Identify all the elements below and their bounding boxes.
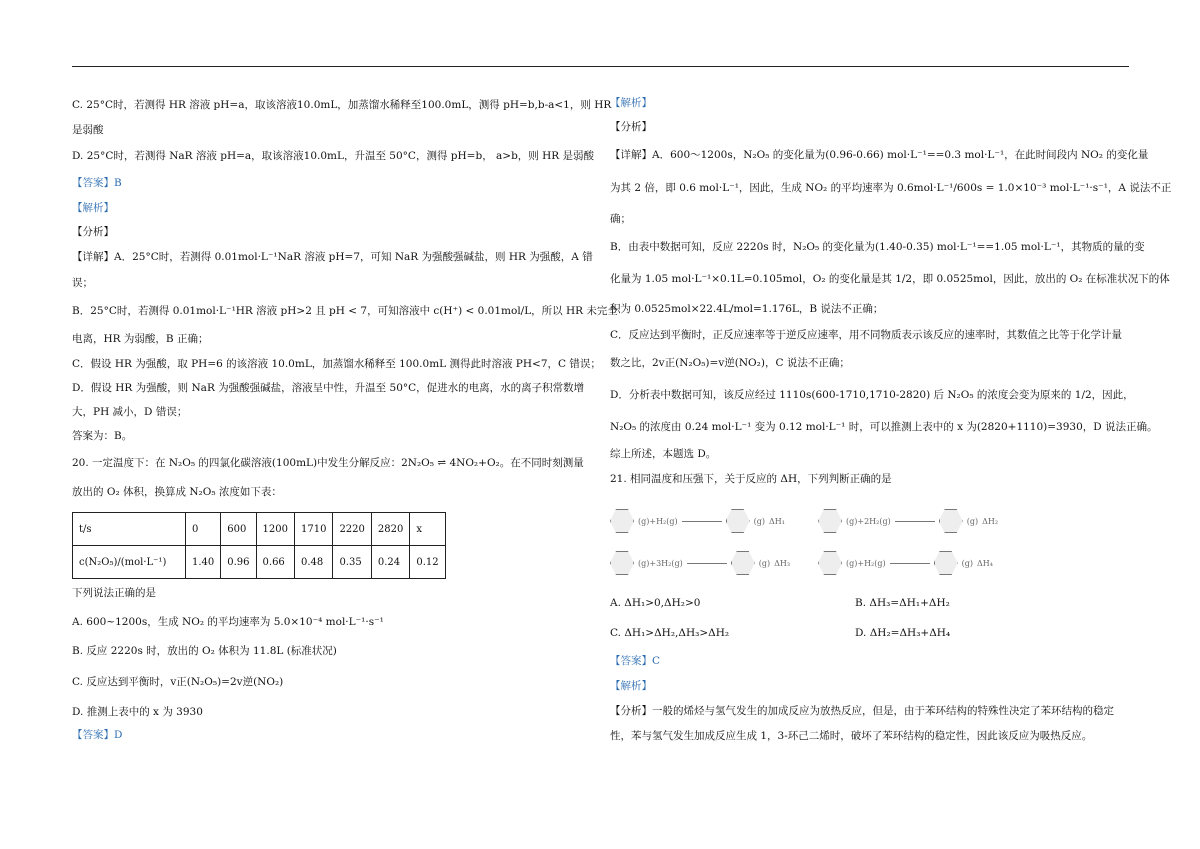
table-cell: 0.12 <box>410 546 445 579</box>
fenxi-label: 【分析】 <box>610 121 652 133</box>
question-20-prompt: 下列说法正确的是 <box>72 587 156 599</box>
detail-line: 为其 2 倍，即 0.6 mol·L⁻¹，因此，生成 NO₂ 的平均速率为 0.6mol·L⁻¹/600s = 1.0×10⁻³ mol·L⁻¹·s⁻¹，A 说法不正 <box>610 182 1172 194</box>
ring-icon <box>731 551 755 575</box>
reaction-lhs: (g)+H₂(g) <box>638 516 678 526</box>
analysis-line: 【分析】一般的烯烃与氢气发生的加成反应为放热反应，但是，由于苯环结构的特殊性决定了苯环结构的稳定 <box>610 705 1114 717</box>
table-cell: 1710 <box>294 513 332 546</box>
table-cell: 2220 <box>333 513 371 546</box>
question-21-options <box>610 588 1130 648</box>
reaction-lhs: (g)+3H₂(g) <box>638 558 683 568</box>
option-c-text: C. 25°C时，若测得 HR 溶液 pH=a，取该溶液10.0mL，加蒸馏水稀释至100.0mL，测得 pH=b,b-a<1，则 HR <box>72 99 612 111</box>
detail-line: 综上所述，本题选 D。 <box>610 448 717 460</box>
left-column <box>72 92 618 745</box>
detail-line: 误； <box>72 277 93 289</box>
table-cell: 0.66 <box>256 546 294 579</box>
arrow-icon <box>682 521 722 522</box>
table-row-label: c(N₂O₅)/(mol·L⁻¹) <box>73 546 186 579</box>
table-row <box>73 546 446 579</box>
option-d: D. 推测上表中的 x 为 3930 <box>72 706 203 718</box>
detail-line: 【详解】A．600～1200s，N₂O₅ 的变化量为(0.96-0.66) mol·L⁻¹==0.3 mol·L⁻¹，在此时间段内 NO₂ 的变化量 <box>610 149 1149 161</box>
question-21: 21. 相同温度和压强下，关于反应的 ΔH，下列判断正确的是 <box>610 473 892 485</box>
detail-line: D．分析表中数据可知，该反应经过 1110s(600-1710,1710-2820) 后 N₂O₅ 的浓度会变为原来的 1/2，因此， <box>610 389 1134 401</box>
arrow-icon <box>687 563 727 564</box>
detail-line: 化量为 1.05 mol·L⁻¹×0.1L=0.105mol，O₂ 的变化量是其 1/2，即 0.0525mol，因此，放出的 O₂ 在标准状况下的体 <box>610 273 1170 285</box>
reaction-lhs: (g)+H₂(g) <box>846 558 886 568</box>
benzene-ring-icon <box>610 551 634 575</box>
table-header-label: t/s <box>73 513 186 546</box>
option-c-text-cont: 是弱酸 <box>72 124 104 136</box>
question-20: 20. 一定温度下：在 N₂O₅ 的四氯化碳溶液(100mL)中发生分解反应：2N₂O₅ ⇌ 4NO₂+O₂。在不同时刻测量 <box>72 457 584 469</box>
header-rule <box>72 66 1129 67</box>
analysis-label: 【解析】 <box>72 202 114 214</box>
detail-line: B．由表中数据可知，反应 2220s 时，N₂O₅ 的变化量为(1.40-0.35) mol·L⁻¹==1.05 mol·L⁻¹，其物质的量的变 <box>610 241 1145 253</box>
reaction-dh: ΔH₄ <box>977 558 993 568</box>
reaction-1 <box>610 500 815 542</box>
answer-label: 【答案】B <box>72 177 122 189</box>
table-cell: 0.24 <box>371 546 409 579</box>
option-d-text: D. 25°C时，若测得 NaR 溶液 pH=a，取该溶液10.0mL，升温至 50°C，测得 pH=b， a>b，则 HR 是弱酸 <box>72 150 595 162</box>
detail-line: 积为 0.0525mol×22.4L/mol=1.176L，B 说法不正确； <box>610 303 884 315</box>
question-20-cont: 放出的 O₂ 体积，换算成 N₂O₅ 浓度如下表： <box>72 486 282 498</box>
option-c: C. ΔH₁>ΔH₂,ΔH₃>ΔH₂ <box>610 627 730 639</box>
table-cell: 0 <box>186 513 221 546</box>
arrow-icon <box>890 563 930 564</box>
benzene-ring-icon <box>818 551 842 575</box>
reaction-2 <box>818 500 1023 542</box>
option-b: B. ΔH₃=ΔH₁+ΔH₂ <box>855 597 950 609</box>
reaction-dh: ΔH₂ <box>982 516 999 526</box>
table-cell: 1.40 <box>186 546 221 579</box>
table-cell: 0.48 <box>294 546 332 579</box>
benzene-ring-icon <box>610 509 634 533</box>
detail-line: D．假设 HR 为强酸，则 NaR 为强酸强碱盐，溶液呈中性，升温至 50°C，促进水的电离，水的离子积常数增 <box>72 382 585 394</box>
table-row <box>73 513 446 546</box>
analysis-label: 【解析】 <box>610 680 652 692</box>
reaction-dh: ΔH₁ <box>769 516 785 526</box>
fenxi-label: 【分析】 <box>72 226 114 238</box>
reaction-lhs: (g)+2H₂(g) <box>846 516 891 526</box>
right-column <box>610 92 1172 748</box>
ring-icon <box>939 509 963 533</box>
table-cell: 1200 <box>256 513 294 546</box>
reaction-rhs: (g) <box>753 516 765 526</box>
reaction-3 <box>610 542 815 584</box>
reaction-rhs: (g) <box>961 558 973 568</box>
table-cell: 0.96 <box>221 546 256 579</box>
table-cell: x <box>410 513 445 546</box>
table-cell: 0.35 <box>333 546 371 579</box>
detail-line: 答案为：B。 <box>72 430 133 442</box>
detail-line: 数之比，2v正(N₂O₅)=v逆(NO₂)，C 说法不正确； <box>610 357 850 369</box>
table-cell: 600 <box>221 513 256 546</box>
arrow-icon <box>895 521 935 522</box>
detail-line: B．25°C时，若测得 0.01mol·L⁻¹HR 溶液 pH>2 且 pH < 7，可知溶液中 c(H⁺) < 0.01mol/L，所以 HR 未完全 <box>72 305 618 317</box>
option-c: C. 反应达到平衡时，v正(N₂O₅)=2v逆(NO₂) <box>72 676 284 688</box>
benzene-ring-icon <box>818 509 842 533</box>
reaction-4 <box>818 542 1023 584</box>
detail-line: C．假设 HR 为强酸，取 PH=6 的该溶液 10.0mL，加蒸馏水稀释至 100.0mL 测得此时溶液 PH<7，C 错误； <box>72 358 601 370</box>
answer-label: 【答案】C <box>610 655 661 667</box>
reaction-equations <box>610 500 1130 584</box>
analysis-label: 【解析】 <box>610 97 652 109</box>
answer-label: 【答案】D <box>72 729 123 741</box>
detail-line: 电离，HR 为弱酸，B 正确； <box>72 333 209 345</box>
option-a: A. ΔH₁>0,ΔH₂>0 <box>610 597 701 609</box>
option-d: D. ΔH₂=ΔH₃+ΔH₄ <box>855 627 951 639</box>
detail-line: 【详解】A．25°C时，若测得 0.01mol·L⁻¹NaR 溶液 pH=7，可知 NaR 为强酸强碱盐，则 HR 为强酸，A 错 <box>72 251 593 263</box>
analysis-line: 性，苯与氢气发生加成反应生成 1，3-环己二烯时，破坏了苯环结构的稳定性，因此该反应为吸热反应。 <box>610 730 1093 742</box>
ring-icon <box>726 509 750 533</box>
table-cell: 2820 <box>371 513 409 546</box>
ring-icon <box>934 551 958 575</box>
reaction-rhs: (g) <box>966 516 979 526</box>
detail-line: C．反应达到平衡时，正反应速率等于逆反应速率，用不同物质表示该反应的速率时，其数值之比等于化学计量 <box>610 329 1123 341</box>
option-a: A. 600~1200s，生成 NO₂ 的平均速率为 5.0×10⁻⁴ mol·L⁻¹·s⁻¹ <box>72 616 384 628</box>
data-table <box>72 512 446 579</box>
option-b: B. 反应 2220s 时，放出的 O₂ 体积为 11.8L (标准状况) <box>72 645 337 657</box>
reaction-rhs: (g) <box>758 558 771 568</box>
reaction-dh: ΔH₃ <box>774 558 791 568</box>
detail-line: N₂O₅ 的浓度由 0.24 mol·L⁻¹ 变为 0.12 mol·L⁻¹ 时，可以推测上表中的 x 为(2820+1110)=3930，D 说法正确。 <box>610 421 1158 433</box>
detail-line: 确； <box>610 213 631 225</box>
detail-line: 大，PH 减小，D 错误； <box>72 406 188 418</box>
